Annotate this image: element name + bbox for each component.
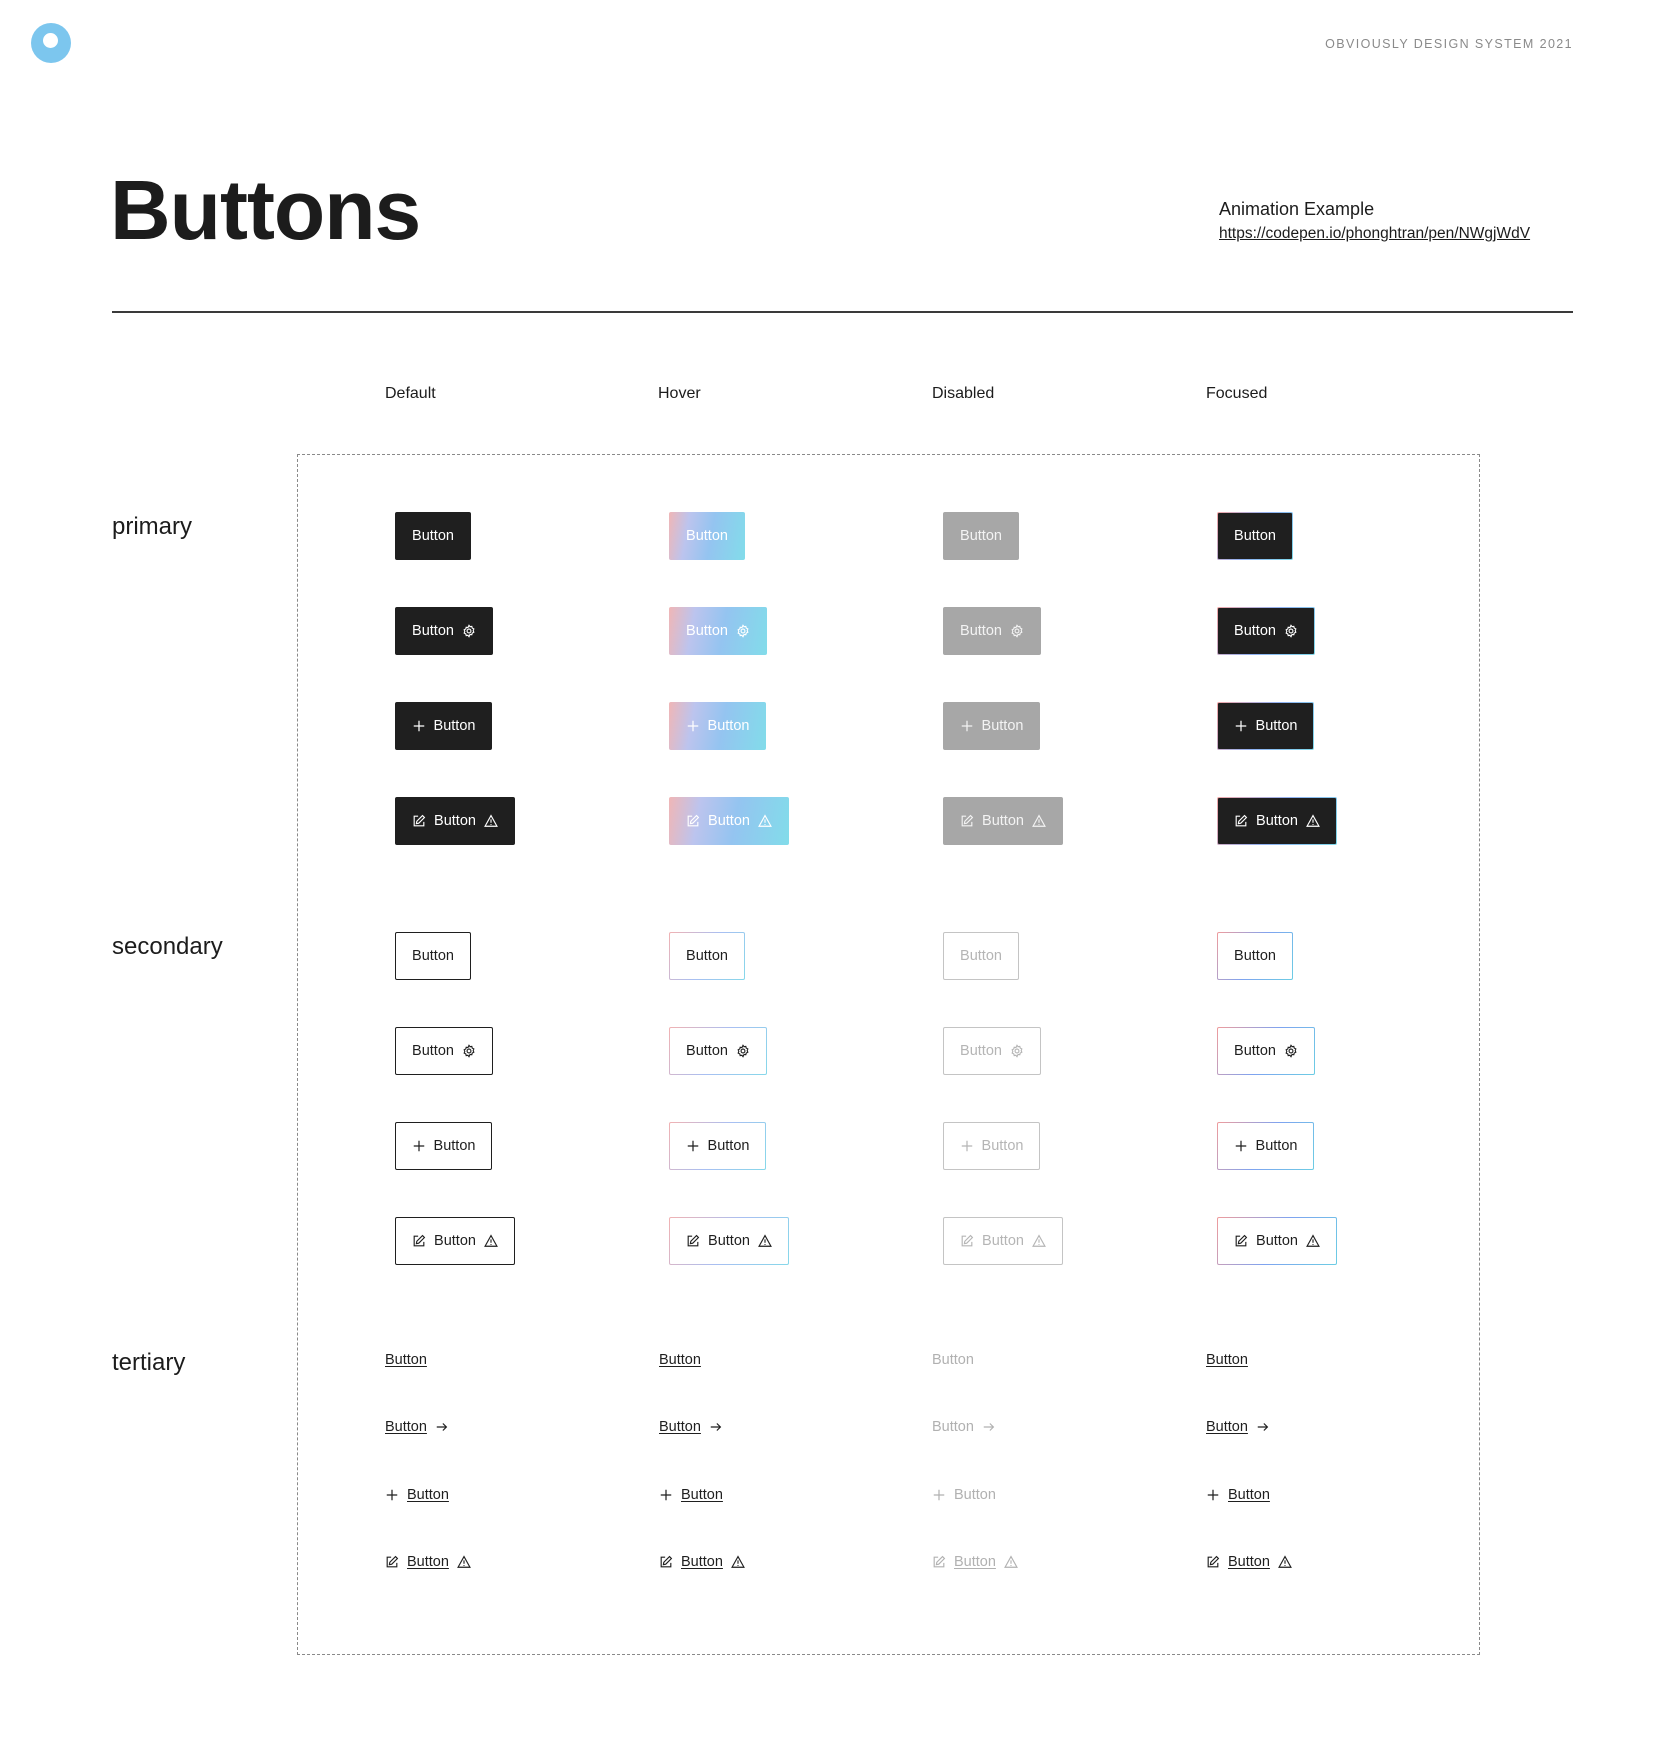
gear-icon xyxy=(462,1044,476,1058)
button-label: Button xyxy=(434,1233,476,1249)
warning-icon xyxy=(484,814,498,828)
edit-icon xyxy=(1234,814,1248,828)
gear-icon xyxy=(462,624,476,638)
secondary-focused-button-2[interactable] xyxy=(1217,1027,1315,1075)
tertiary-default-link-1[interactable] xyxy=(385,1352,427,1368)
button-label: Button xyxy=(707,1138,750,1154)
button-label: Button xyxy=(707,718,750,734)
primary-default-button-3[interactable] xyxy=(395,702,492,750)
tertiary-focused-link-2[interactable] xyxy=(1206,1419,1270,1435)
tertiary-disabled-link-1 xyxy=(932,1352,974,1368)
tertiary-hover-link-1[interactable] xyxy=(659,1352,701,1368)
plus-icon xyxy=(412,719,426,733)
plus-icon xyxy=(960,1139,974,1153)
gear-icon xyxy=(1284,624,1298,638)
button-label: Button xyxy=(960,528,1002,544)
tertiary-disabled-link-3 xyxy=(932,1487,996,1503)
button-label: Button xyxy=(412,1043,454,1059)
button-label: Button xyxy=(1206,1352,1248,1368)
primary-focused-button-2[interactable] xyxy=(1217,607,1315,655)
primary-default-button-1[interactable] xyxy=(395,512,471,560)
page-title: Buttons xyxy=(110,163,421,257)
warning-icon xyxy=(758,1234,772,1248)
column-header-disabled: Disabled xyxy=(932,385,995,402)
primary-focused-button-4[interactable] xyxy=(1217,797,1337,845)
button-label: Button xyxy=(1256,813,1298,829)
secondary-disabled-button-3 xyxy=(943,1122,1040,1170)
button-label: Button xyxy=(960,948,1002,964)
button-label: Button xyxy=(1234,623,1276,639)
tertiary-focused-link-3[interactable] xyxy=(1206,1487,1270,1503)
button-label: Button xyxy=(686,528,728,544)
tertiary-default-link-4[interactable] xyxy=(385,1554,471,1570)
edit-icon xyxy=(659,1555,673,1569)
button-label: Button xyxy=(932,1352,974,1368)
edit-icon xyxy=(412,814,426,828)
gear-icon xyxy=(1010,624,1024,638)
plus-icon xyxy=(686,719,700,733)
warning-icon xyxy=(731,1555,745,1569)
button-label: Button xyxy=(982,1233,1024,1249)
button-label: Button xyxy=(1228,1554,1270,1570)
edit-icon xyxy=(1234,1234,1248,1248)
primary-disabled-button-4 xyxy=(943,797,1063,845)
primary-hover-button-2[interactable] xyxy=(669,607,767,655)
warning-icon xyxy=(457,1555,471,1569)
button-label: Button xyxy=(1234,528,1276,544)
button-label: Button xyxy=(433,1138,476,1154)
primary-focused-button-3[interactable] xyxy=(1217,702,1314,750)
secondary-default-button-1[interactable] xyxy=(395,932,471,980)
button-label: Button xyxy=(407,1554,449,1570)
button-label: Button xyxy=(1255,1138,1298,1154)
button-label: Button xyxy=(659,1419,701,1435)
plus-icon xyxy=(412,1139,426,1153)
button-label: Button xyxy=(982,813,1024,829)
row-label-secondary: secondary xyxy=(112,933,223,960)
primary-hover-button-3[interactable] xyxy=(669,702,766,750)
warning-icon xyxy=(1032,1234,1046,1248)
button-label: Button xyxy=(960,623,1002,639)
warning-icon xyxy=(1306,1234,1320,1248)
plus-icon xyxy=(932,1488,946,1502)
button-label: Button xyxy=(686,948,728,964)
edit-icon xyxy=(686,1234,700,1248)
tertiary-hover-link-4[interactable] xyxy=(659,1554,745,1570)
plus-icon xyxy=(385,1488,399,1502)
arrow-right-icon xyxy=(1256,1420,1270,1434)
tertiary-default-link-2[interactable] xyxy=(385,1419,449,1435)
secondary-default-button-2[interactable] xyxy=(395,1027,493,1075)
secondary-disabled-button-4 xyxy=(943,1217,1063,1265)
button-label: Button xyxy=(412,948,454,964)
warning-icon xyxy=(1278,1555,1292,1569)
tertiary-hover-link-3[interactable] xyxy=(659,1487,723,1503)
button-label: Button xyxy=(960,1043,1002,1059)
button-label: Button xyxy=(686,1043,728,1059)
edit-icon xyxy=(960,1234,974,1248)
button-label: Button xyxy=(932,1419,974,1435)
gear-icon xyxy=(1284,1044,1298,1058)
tertiary-focused-link-4[interactable] xyxy=(1206,1554,1292,1570)
secondary-focused-button-3[interactable] xyxy=(1217,1122,1314,1170)
primary-disabled-button-3 xyxy=(943,702,1040,750)
warning-icon xyxy=(1032,814,1046,828)
plus-icon xyxy=(659,1488,673,1502)
button-label: Button xyxy=(434,813,476,829)
primary-focused-button-1[interactable] xyxy=(1217,512,1293,560)
edit-icon xyxy=(1206,1555,1220,1569)
primary-hover-button-1[interactable] xyxy=(669,512,745,560)
logo xyxy=(31,23,71,63)
arrow-right-icon xyxy=(982,1420,996,1434)
button-label: Button xyxy=(1228,1487,1270,1503)
gear-icon xyxy=(736,1044,750,1058)
secondary-hover-button-3[interactable] xyxy=(669,1122,766,1170)
primary-hover-button-4[interactable] xyxy=(669,797,789,845)
tertiary-disabled-link-4 xyxy=(932,1554,1018,1570)
button-label: Button xyxy=(385,1352,427,1368)
tertiary-focused-link-1[interactable] xyxy=(1206,1352,1248,1368)
secondary-focused-button-4[interactable] xyxy=(1217,1217,1337,1265)
primary-default-button-2[interactable] xyxy=(395,607,493,655)
button-label: Button xyxy=(412,623,454,639)
edit-icon xyxy=(385,1555,399,1569)
button-label: Button xyxy=(708,1233,750,1249)
gear-icon xyxy=(1010,1044,1024,1058)
secondary-hover-button-4[interactable] xyxy=(669,1217,789,1265)
warning-icon xyxy=(1004,1555,1018,1569)
primary-disabled-button-2 xyxy=(943,607,1041,655)
button-label: Button xyxy=(681,1487,723,1503)
edit-icon xyxy=(932,1555,946,1569)
column-header-default: Default xyxy=(385,385,436,402)
button-label: Button xyxy=(1255,718,1298,734)
secondary-default-button-3[interactable] xyxy=(395,1122,492,1170)
button-label: Button xyxy=(385,1419,427,1435)
plus-icon xyxy=(960,719,974,733)
edit-icon xyxy=(960,814,974,828)
animation-example-title: Animation Example xyxy=(1219,199,1375,219)
animation-example-link[interactable]: https://codepen.io/phonghtran/pen/NWgjWdV xyxy=(1219,225,1531,242)
secondary-disabled-button-1 xyxy=(943,932,1019,980)
button-label: Button xyxy=(708,813,750,829)
column-header-hover: Hover xyxy=(658,385,701,402)
secondary-disabled-button-2 xyxy=(943,1027,1041,1075)
button-label: Button xyxy=(1234,1043,1276,1059)
secondary-default-button-4[interactable] xyxy=(395,1217,515,1265)
button-label: Button xyxy=(433,718,476,734)
warning-icon xyxy=(758,814,772,828)
button-label: Button xyxy=(412,528,454,544)
secondary-hover-button-1[interactable] xyxy=(669,932,745,980)
button-label: Button xyxy=(981,1138,1024,1154)
warning-icon xyxy=(1306,814,1320,828)
button-label: Button xyxy=(954,1487,996,1503)
brand-text: OBVIOUSLY DESIGN SYSTEM 2021 xyxy=(1325,37,1573,51)
plus-icon xyxy=(686,1139,700,1153)
animation-example xyxy=(1219,199,1530,243)
edit-icon xyxy=(686,814,700,828)
warning-icon xyxy=(484,1234,498,1248)
arrow-right-icon xyxy=(709,1420,723,1434)
secondary-hover-button-2[interactable] xyxy=(669,1027,767,1075)
button-label: Button xyxy=(681,1554,723,1570)
primary-disabled-button-1 xyxy=(943,512,1019,560)
plus-icon xyxy=(1234,719,1248,733)
button-label: Button xyxy=(1206,1419,1248,1435)
tertiary-disabled-link-2 xyxy=(932,1419,996,1435)
column-header-focused: Focused xyxy=(1206,385,1268,402)
edit-icon xyxy=(412,1234,426,1248)
button-label: Button xyxy=(954,1554,996,1570)
gear-icon xyxy=(736,624,750,638)
button-label: Button xyxy=(981,718,1024,734)
tertiary-default-link-3[interactable] xyxy=(385,1487,449,1503)
divider xyxy=(112,311,1573,313)
plus-icon xyxy=(1206,1488,1220,1502)
row-label-tertiary: tertiary xyxy=(112,1349,186,1376)
primary-default-button-4[interactable] xyxy=(395,797,515,845)
secondary-focused-button-1[interactable] xyxy=(1217,932,1293,980)
button-label: Button xyxy=(659,1352,701,1368)
tertiary-hover-link-2[interactable] xyxy=(659,1419,723,1435)
button-label: Button xyxy=(1256,1233,1298,1249)
plus-icon xyxy=(1234,1139,1248,1153)
arrow-right-icon xyxy=(435,1420,449,1434)
button-label: Button xyxy=(686,623,728,639)
button-label: Button xyxy=(407,1487,449,1503)
button-label: Button xyxy=(1234,948,1276,964)
row-label-primary: primary xyxy=(112,513,193,540)
